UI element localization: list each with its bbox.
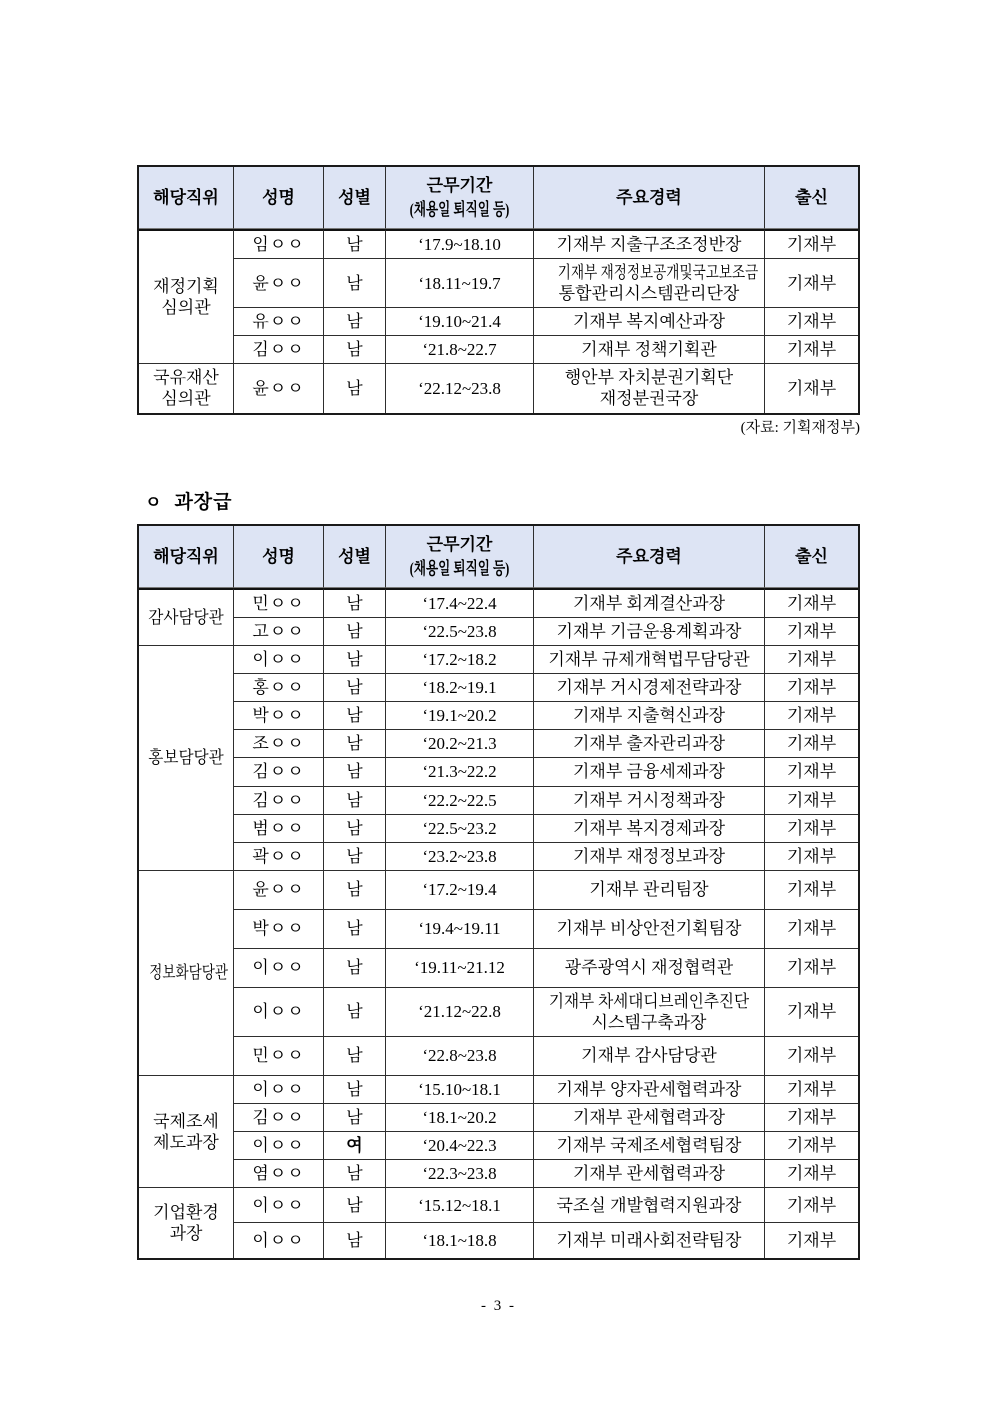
origin-cell: 기재부 (765, 1160, 858, 1188)
origin-cell: 기재부 (765, 259, 858, 308)
gender-cell: 남 (324, 843, 386, 871)
career-cell: 기재부 금융세제과장 (534, 758, 765, 786)
period-cell: ‘18.11~19.7 (386, 259, 534, 308)
table-row (139, 1160, 858, 1188)
career-cell: 행안부 자치분권기획단 재정분권국장 (534, 364, 765, 412)
name-cell: 이ㅇㅇ (234, 1132, 324, 1160)
table-row (139, 1188, 858, 1223)
column-header: 주요경력 (534, 167, 765, 229)
origin-cell: 기재부 (765, 815, 858, 843)
gender-cell: 남 (324, 588, 386, 618)
period-cell: ‘22.8~23.8 (386, 1037, 534, 1076)
table-row (139, 1132, 858, 1160)
gender-cell: 남 (324, 1223, 386, 1258)
career-cell: 기재부 규제개혁법무담당관 (534, 646, 765, 674)
period-cell: ‘22.3~23.8 (386, 1160, 534, 1188)
origin-cell: 기재부 (786, 378, 837, 398)
origin-cell: 기재부 (765, 871, 858, 910)
gender-cell: 남 (324, 1076, 386, 1104)
gender-cell: 남 (324, 229, 386, 259)
origin-cell: 기재부 (765, 1188, 858, 1223)
table-row (139, 646, 858, 674)
name-cell: 유ㅇㅇ (234, 308, 324, 336)
career-cell: 기재부 회계결산과장 (534, 588, 765, 618)
table-row (139, 787, 858, 815)
name-cell: 민ㅇㅇ (234, 588, 324, 618)
table-row (139, 1223, 858, 1258)
origin-cell: 기재부 (765, 787, 858, 815)
table-row (139, 815, 858, 843)
gender-cell: 여 (324, 1132, 386, 1160)
column-header: 성별 (324, 526, 386, 588)
position-cell: 국유재산 심의관 (139, 364, 234, 412)
gender-cell: 남 (324, 364, 386, 412)
gender-cell: 남 (324, 308, 386, 336)
table-row (139, 674, 858, 702)
column-header: 성명 (234, 526, 324, 588)
position-group (139, 1188, 858, 1258)
position-cell: 국제조세 제도과장 (139, 1076, 234, 1188)
table-row (139, 336, 858, 364)
period-cell: ‘23.2~23.8 (386, 843, 534, 871)
period-cell: ‘18.1~20.2 (386, 1104, 534, 1132)
position-cell: 감사담당관 (139, 588, 234, 646)
table-row (139, 618, 858, 646)
period-cell: ‘19.1~20.2 (386, 702, 534, 730)
column-header: 해당직위 (139, 167, 234, 229)
section-heading (145, 487, 233, 514)
period-cell: ‘20.4~22.3 (386, 1132, 534, 1160)
period-cell: ‘15.12~18.1 (386, 1188, 534, 1223)
header-row (139, 526, 858, 588)
name-cell: 민ㅇㅇ (234, 1037, 324, 1076)
origin-cell: 기재부 (765, 949, 858, 988)
origin-cell: 기재부 (765, 1076, 858, 1104)
gender-cell: 남 (324, 259, 386, 308)
gender-cell: 남 (324, 730, 386, 758)
column-header: 해당직위 (139, 526, 234, 588)
name-cell: 이ㅇㅇ (234, 988, 324, 1037)
career-cell: 기재부 복지예산과장 (534, 308, 765, 336)
period-cell: ‘18.2~19.1 (386, 674, 534, 702)
table-row (139, 1037, 858, 1076)
division-chiefs-table (137, 524, 860, 1260)
career-cell: 기재부 거시정책과장 (534, 787, 765, 815)
career-cell: 기재부 출자관리과장 (534, 730, 765, 758)
position-group (139, 1076, 858, 1188)
origin-cell: 기재부 (765, 1132, 858, 1160)
table-row (139, 259, 858, 308)
column-header: 출신 (765, 526, 858, 588)
name-cell: 박ㅇㅇ (234, 702, 324, 730)
column-header: 성명 (234, 167, 324, 229)
table-row (139, 702, 858, 730)
gender-cell: 남 (324, 988, 386, 1037)
career-cell: 기재부 국제조세협력팀장 (534, 1132, 765, 1160)
period-cell: ‘17.4~22.4 (386, 588, 534, 618)
position-group (139, 646, 858, 871)
career-cell: 기재부 지출혁신과장 (534, 702, 765, 730)
table-row (139, 364, 858, 412)
name-cell: 김ㅇㅇ (234, 1104, 324, 1132)
origin-cell: 기재부 (765, 588, 858, 618)
period-cell: ‘15.10~18.1 (386, 1076, 534, 1104)
period-cell: ‘22.2~22.5 (386, 787, 534, 815)
origin-cell: 기재부 (786, 1231, 837, 1251)
name-cell: 임ㅇㅇ (234, 229, 324, 259)
origin-cell: 기재부 (765, 229, 858, 259)
position-cell: 홍보담당관 (139, 646, 234, 871)
period-cell: ‘21.3~22.2 (386, 758, 534, 786)
table-row (139, 308, 858, 336)
name-cell: 곽ㅇㅇ (234, 843, 324, 871)
name-cell: 이ㅇㅇ (234, 949, 324, 988)
header-row (139, 167, 858, 229)
origin-cell: 기재부 (765, 988, 858, 1037)
name-cell: 이ㅇㅇ (234, 1076, 324, 1104)
period-cell: ‘19.10~21.4 (386, 308, 534, 336)
gender-cell: 남 (324, 758, 386, 786)
position-group (139, 588, 858, 646)
source-note: (자료: 기획재정부) (740, 420, 860, 436)
name-cell: 조ㅇㅇ (234, 730, 324, 758)
position-cell: 기업환경 과장 (139, 1188, 234, 1258)
name-cell: 김ㅇㅇ (234, 787, 324, 815)
career-cell: 기재부 거시경제전략과장 (534, 674, 765, 702)
career-cell: 기재부 양자관세협력과장 (534, 1076, 765, 1104)
table-row (139, 988, 858, 1037)
origin-cell: 기재부 (765, 618, 858, 646)
career-cell: 광주광역시 재정협력관 (534, 949, 765, 988)
table-row (139, 229, 858, 259)
table-row (139, 758, 858, 786)
column-header: 주요경력 (534, 526, 765, 588)
name-cell: 고ㅇㅇ (234, 618, 324, 646)
origin-cell: 기재부 (765, 674, 858, 702)
period-cell: ‘22.12~23.8 (386, 364, 534, 412)
position-cell: 정보화담당관 (139, 871, 234, 1076)
name-cell: 박ㅇㅇ (234, 910, 324, 949)
origin-cell: 기재부 (765, 1037, 858, 1076)
origin-cell: 기재부 (765, 758, 858, 786)
name-cell: 김ㅇㅇ (234, 336, 324, 364)
gender-cell: 남 (324, 1160, 386, 1188)
career-cell: 기재부 기금운용계획과장 (534, 618, 765, 646)
period-cell: ‘19.11~21.12 (386, 949, 534, 988)
name-cell: 윤ㅇㅇ (234, 259, 324, 308)
gender-cell: 남 (324, 910, 386, 949)
career-cell: 기재부 미래사회전략팀장 (534, 1223, 765, 1258)
gender-cell: 남 (324, 949, 386, 988)
career-cell: 기재부 재정정보과장 (534, 843, 765, 871)
origin-cell: 기재부 (765, 336, 858, 364)
period-cell: ‘21.8~22.7 (386, 336, 534, 364)
table-row (139, 1076, 858, 1104)
career-cell: 기재부 복지경제과장 (534, 815, 765, 843)
column-header: 출신 (765, 167, 858, 229)
name-cell: 이ㅇㅇ (234, 1188, 324, 1223)
gender-cell: 남 (324, 702, 386, 730)
gender-cell: 남 (324, 1104, 386, 1132)
origin-cell: 기재부 (765, 308, 858, 336)
career-cell: 기재부 차세대디브레인추진단 시스템구축과장 (534, 988, 765, 1037)
section-title: 과장급 (174, 492, 233, 513)
page-number: - 3 - (481, 1298, 516, 1314)
gender-cell: 남 (324, 336, 386, 364)
origin-cell: 기재부 (765, 702, 858, 730)
table-row (139, 588, 858, 618)
senior-officials-table (137, 165, 860, 415)
column-header: 근무기간 (채용일 퇴직일 등) (386, 167, 534, 229)
career-cell: 국조실 개발협력지원과장 (534, 1188, 765, 1223)
position-cell: 재정기획 심의관 (139, 229, 234, 364)
period-cell: ‘21.12~22.8 (386, 988, 534, 1037)
career-cell: 기재부 감사담당관 (534, 1037, 765, 1076)
origin-cell: 기재부 (765, 646, 858, 674)
name-cell: 김ㅇㅇ (234, 758, 324, 786)
period-cell: ‘18.1~18.8 (386, 1223, 534, 1258)
name-cell: 윤ㅇㅇ (234, 871, 324, 910)
gender-cell: 남 (324, 674, 386, 702)
gender-cell: 남 (324, 1188, 386, 1223)
career-cell: 기재부 관세협력과장 (534, 1160, 765, 1188)
period-cell: ‘17.9~18.10 (386, 229, 534, 259)
gender-cell: 남 (324, 871, 386, 910)
period-cell: ‘22.5~23.2 (386, 815, 534, 843)
period-cell: ‘17.2~19.4 (386, 871, 534, 910)
name-cell: 이ㅇㅇ (234, 1223, 324, 1258)
name-cell: 윤ㅇㅇ (234, 364, 324, 412)
section-bullet-icon: ㅇ (145, 493, 163, 512)
position-group (139, 871, 858, 1076)
name-cell: 염ㅇㅇ (234, 1160, 324, 1188)
career-cell: 기재부 지출구조조정반장 (534, 229, 765, 259)
position-group (139, 364, 858, 412)
origin-cell: 기재부 (765, 730, 858, 758)
column-header: 성별 (324, 167, 386, 229)
career-cell: 기재부 관세협력과장 (534, 1104, 765, 1132)
career-cell: 기재부 정책기획관 (534, 336, 765, 364)
origin-cell: 기재부 (765, 1104, 858, 1132)
career-cell: 기재부 재정정보공개및국고보조금 통합관리시스템관리단장 (534, 259, 765, 308)
gender-cell: 남 (324, 1037, 386, 1076)
period-cell: ‘17.2~18.2 (386, 646, 534, 674)
gender-cell: 남 (324, 618, 386, 646)
period-cell: ‘22.5~23.8 (386, 618, 534, 646)
name-cell: 범ㅇㅇ (234, 815, 324, 843)
table-row (139, 1104, 858, 1132)
gender-cell: 남 (324, 787, 386, 815)
origin-cell: 기재부 (765, 910, 858, 949)
table-row (139, 949, 858, 988)
gender-cell: 남 (324, 815, 386, 843)
name-cell: 이ㅇㅇ (234, 646, 324, 674)
career-cell: 기재부 관리팀장 (534, 871, 765, 910)
document-page (137, 0, 860, 1403)
position-group (139, 229, 858, 364)
table-row (139, 730, 858, 758)
column-header: 근무기간 (채용일 퇴직일 등) (386, 526, 534, 588)
table-row (139, 843, 858, 871)
gender-cell: 남 (324, 646, 386, 674)
period-cell: ‘20.2~21.3 (386, 730, 534, 758)
table-row (139, 871, 858, 910)
period-cell: ‘19.4~19.11 (386, 910, 534, 949)
career-cell: 기재부 비상안전기획팀장 (534, 910, 765, 949)
name-cell: 홍ㅇㅇ (234, 674, 324, 702)
table-row (139, 910, 858, 949)
origin-cell: 기재부 (765, 843, 858, 871)
